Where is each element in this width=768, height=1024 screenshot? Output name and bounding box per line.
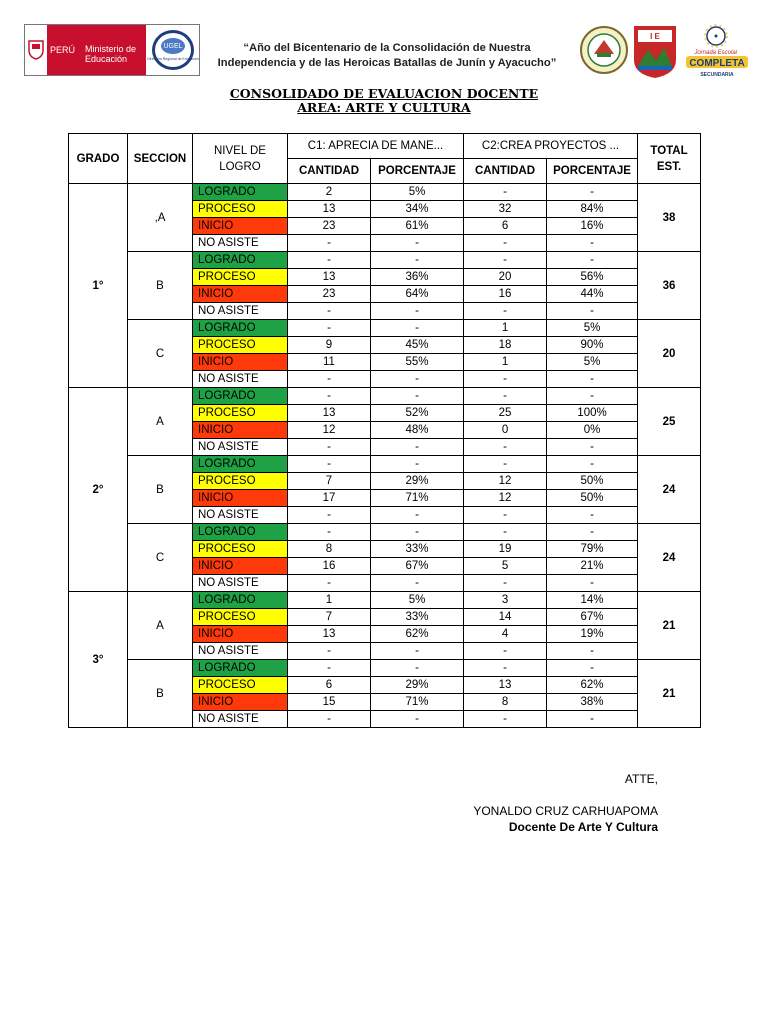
section-cell: B (128, 456, 193, 524)
grade-cell: 3° (69, 592, 128, 728)
level-cell: LOGRADO (193, 524, 288, 541)
c2-cant-cell: 16 (464, 286, 547, 303)
c2-pct-cell: - (547, 303, 638, 320)
c2-cant-cell: 12 (464, 490, 547, 507)
c1-pct-cell: - (371, 507, 464, 524)
level-cell: PROCESO (193, 677, 288, 694)
c1-pct-cell: - (371, 303, 464, 320)
c1-cant-cell: - (288, 320, 371, 337)
section-cell: C (128, 320, 193, 388)
c1-pct-cell: 45% (371, 337, 464, 354)
table-row (69, 592, 701, 609)
table-row (69, 456, 701, 473)
c2-pct-cell: 0% (547, 422, 638, 439)
section-cell: B (128, 660, 193, 728)
table-row (69, 320, 701, 337)
c2-pct-cell: 100% (547, 405, 638, 422)
c2-pct-cell: 62% (547, 677, 638, 694)
level-cell: NO ASISTE (193, 575, 288, 592)
c1-pct-cell: 29% (371, 473, 464, 490)
c1-cant-cell: - (288, 507, 371, 524)
closing-text: ATTE, (624, 772, 658, 786)
c2-pct-cell: 67% (547, 609, 638, 626)
c1-pct-cell: - (371, 456, 464, 473)
c1-cant-cell: 8 (288, 541, 371, 558)
level-cell: INICIO (193, 422, 288, 439)
c1-cant-cell: - (288, 643, 371, 660)
jec-top-label: Jornada Escolar (694, 50, 738, 56)
c1-cant-cell: 13 (288, 201, 371, 218)
table-row (69, 660, 701, 677)
c1-cant-cell: - (288, 575, 371, 592)
c1-pct-cell: 64% (371, 286, 464, 303)
c2-pct-cell: 5% (547, 320, 638, 337)
c2-cant-cell: - (464, 575, 547, 592)
c1-pct-cell: 33% (371, 541, 464, 558)
ministry-label: Ministerio de Educación (81, 25, 146, 75)
c2-pct-cell: - (547, 711, 638, 728)
c2-cant-cell: - (464, 456, 547, 473)
c1-cant-cell: - (288, 660, 371, 677)
c1-pct-cell: - (371, 711, 464, 728)
signer-name: YONALDO CRUZ CARHUAPOMA (473, 804, 658, 818)
c2-pct-cell: 90% (547, 337, 638, 354)
c2-pct-cell: 50% (547, 473, 638, 490)
total-cell: 24 (638, 456, 701, 524)
c2-pct-cell: 38% (547, 694, 638, 711)
c2-pct-cell: - (547, 524, 638, 541)
c1-cant-cell: - (288, 388, 371, 405)
c2-cant-cell: 3 (464, 592, 547, 609)
c2-cant-cell: - (464, 507, 547, 524)
level-cell: PROCESO (193, 337, 288, 354)
total-cell: 21 (638, 592, 701, 660)
c2-pct-cell: - (547, 575, 638, 592)
level-cell: LOGRADO (193, 660, 288, 677)
table-row (69, 184, 701, 201)
table-row (69, 388, 701, 405)
document-subtitle: AREA: ARTE Y CULTURA (297, 100, 471, 115)
signer-role: Docente De Arte Y Cultura (508, 820, 658, 834)
grade-cell: 2° (69, 388, 128, 592)
c1-pct-cell: - (371, 660, 464, 677)
c1-cant-cell: 2 (288, 184, 371, 201)
c1-pct-cell: - (371, 575, 464, 592)
c2-pct-cell: - (547, 235, 638, 252)
c2-cant-cell: 14 (464, 609, 547, 626)
header-c1-porcentaje: PORCENTAJE (371, 159, 464, 184)
level-cell: NO ASISTE (193, 507, 288, 524)
c2-pct-cell: 84% (547, 201, 638, 218)
level-cell: PROCESO (193, 405, 288, 422)
c1-cant-cell: 23 (288, 286, 371, 303)
c1-pct-cell: - (371, 643, 464, 660)
c2-pct-cell: - (547, 660, 638, 677)
c2-cant-cell: 1 (464, 320, 547, 337)
c2-cant-cell: 0 (464, 422, 547, 439)
level-cell: INICIO (193, 286, 288, 303)
section-cell: ,A (128, 184, 193, 252)
right-logos (578, 22, 748, 80)
peru-label: PERÚ (47, 25, 81, 75)
jec-main-label: COMPLETA (689, 58, 745, 69)
c1-cant-cell: 13 (288, 626, 371, 643)
c1-cant-cell: 13 (288, 269, 371, 286)
c1-pct-cell: - (371, 320, 464, 337)
c1-cant-cell: - (288, 371, 371, 388)
c2-cant-cell: - (464, 439, 547, 456)
c1-cant-cell: - (288, 303, 371, 320)
c2-cant-cell: - (464, 524, 547, 541)
level-cell: INICIO (193, 218, 288, 235)
c2-pct-cell: 79% (547, 541, 638, 558)
year-motto: “Año del Bicentenario de la Consolidación de Nuestra Independencia y de las Heroicas Batallas de Junín y Ayacucho” (217, 42, 557, 69)
c1-pct-cell: 29% (371, 677, 464, 694)
c2-pct-cell: - (547, 371, 638, 388)
c2-pct-cell: 16% (547, 218, 638, 235)
c2-pct-cell: - (547, 184, 638, 201)
header-c1-cantidad: CANTIDAD (288, 159, 371, 184)
c1-cant-cell: - (288, 456, 371, 473)
ugel-sub-label: Dirección Regional de Educación (146, 57, 199, 61)
c2-cant-cell: 13 (464, 677, 547, 694)
c2-pct-cell: - (547, 456, 638, 473)
c2-pct-cell: 5% (547, 354, 638, 371)
c1-pct-cell: - (371, 371, 464, 388)
c2-pct-cell: 44% (547, 286, 638, 303)
level-cell: LOGRADO (193, 456, 288, 473)
ministry-logo (24, 24, 200, 76)
c1-cant-cell: - (288, 235, 371, 252)
section-cell: B (128, 252, 193, 320)
ugel-logo (146, 25, 199, 75)
c2-cant-cell: - (464, 235, 547, 252)
c2-cant-cell: 6 (464, 218, 547, 235)
c2-cant-cell: 4 (464, 626, 547, 643)
c1-pct-cell: - (371, 524, 464, 541)
c2-cant-cell: - (464, 660, 547, 677)
c1-cant-cell: 17 (288, 490, 371, 507)
c2-pct-cell: 56% (547, 269, 638, 286)
c2-pct-cell: - (547, 643, 638, 660)
total-cell: 38 (638, 184, 701, 252)
c1-pct-cell: 52% (371, 405, 464, 422)
total-cell: 20 (638, 320, 701, 388)
c1-cant-cell: 7 (288, 609, 371, 626)
c1-pct-cell: 71% (371, 694, 464, 711)
level-cell: NO ASISTE (193, 235, 288, 252)
level-cell: NO ASISTE (193, 371, 288, 388)
c1-pct-cell: 67% (371, 558, 464, 575)
header-grado: GRADO (69, 134, 128, 184)
jec-logo-icon (686, 25, 748, 78)
c2-pct-cell: 19% (547, 626, 638, 643)
section-cell: C (128, 524, 193, 592)
c1-cant-cell: 23 (288, 218, 371, 235)
c2-cant-cell: 32 (464, 201, 547, 218)
level-cell: PROCESO (193, 473, 288, 490)
c2-cant-cell: 8 (464, 694, 547, 711)
total-cell: 36 (638, 252, 701, 320)
peru-shield-icon (25, 25, 47, 75)
level-cell: LOGRADO (193, 388, 288, 405)
c1-pct-cell: 71% (371, 490, 464, 507)
c2-cant-cell: 25 (464, 405, 547, 422)
school-seal-icon (581, 27, 627, 73)
level-cell: LOGRADO (193, 184, 288, 201)
header-nivel: NIVEL DE LOGRO (193, 134, 288, 184)
level-cell: PROCESO (193, 609, 288, 626)
level-cell: INICIO (193, 354, 288, 371)
c2-pct-cell: - (547, 388, 638, 405)
header-c1: C1: APRECIA DE MANE... (288, 134, 464, 159)
c1-pct-cell: 36% (371, 269, 464, 286)
section-cell: A (128, 388, 193, 456)
header-c2-cantidad: CANTIDAD (464, 159, 547, 184)
ugel-label: UGEL (162, 43, 183, 50)
c2-cant-cell: - (464, 303, 547, 320)
grade-cell: 1° (69, 184, 128, 388)
c2-cant-cell: 18 (464, 337, 547, 354)
c2-cant-cell: 19 (464, 541, 547, 558)
c1-cant-cell: 6 (288, 677, 371, 694)
c1-cant-cell: - (288, 252, 371, 269)
ie-crest-icon (634, 26, 676, 78)
c1-cant-cell: 15 (288, 694, 371, 711)
level-cell: NO ASISTE (193, 643, 288, 660)
ie-label: I E (650, 32, 660, 41)
header-seccion: SECCION (128, 134, 193, 184)
c1-cant-cell: 11 (288, 354, 371, 371)
c1-cant-cell: - (288, 711, 371, 728)
c2-cant-cell: - (464, 643, 547, 660)
c1-pct-cell: - (371, 252, 464, 269)
header-total: TOTAL EST. (638, 134, 701, 184)
c1-cant-cell: - (288, 524, 371, 541)
c1-pct-cell: - (371, 388, 464, 405)
c2-cant-cell: - (464, 252, 547, 269)
c1-cant-cell: 1 (288, 592, 371, 609)
c1-pct-cell: 61% (371, 218, 464, 235)
level-cell: INICIO (193, 694, 288, 711)
c2-cant-cell: - (464, 388, 547, 405)
c2-cant-cell: 20 (464, 269, 547, 286)
c1-cant-cell: 9 (288, 337, 371, 354)
level-cell: LOGRADO (193, 592, 288, 609)
total-cell: 21 (638, 660, 701, 728)
c2-pct-cell: 21% (547, 558, 638, 575)
c1-pct-cell: 55% (371, 354, 464, 371)
c2-cant-cell: 5 (464, 558, 547, 575)
level-cell: INICIO (193, 558, 288, 575)
c1-pct-cell: - (371, 439, 464, 456)
level-cell: PROCESO (193, 541, 288, 558)
level-cell: NO ASISTE (193, 439, 288, 456)
level-cell: INICIO (193, 490, 288, 507)
c2-cant-cell: - (464, 184, 547, 201)
header-c2-porcentaje: PORCENTAJE (547, 159, 638, 184)
c1-pct-cell: - (371, 235, 464, 252)
c2-cant-cell: 1 (464, 354, 547, 371)
c2-cant-cell: 12 (464, 473, 547, 490)
c1-cant-cell: 13 (288, 405, 371, 422)
total-cell: 25 (638, 388, 701, 456)
c1-cant-cell: 16 (288, 558, 371, 575)
level-cell: NO ASISTE (193, 303, 288, 320)
c1-pct-cell: 33% (371, 609, 464, 626)
c2-pct-cell: - (547, 439, 638, 456)
table-row (69, 524, 701, 541)
c1-pct-cell: 48% (371, 422, 464, 439)
table-row (69, 252, 701, 269)
c2-pct-cell: 50% (547, 490, 638, 507)
level-cell: PROCESO (193, 201, 288, 218)
c1-pct-cell: 62% (371, 626, 464, 643)
c2-pct-cell: - (547, 252, 638, 269)
level-cell: LOGRADO (193, 320, 288, 337)
total-cell: 24 (638, 524, 701, 592)
c1-pct-cell: 5% (371, 592, 464, 609)
c1-cant-cell: 7 (288, 473, 371, 490)
ugel-seal-icon (146, 28, 199, 72)
c1-pct-cell: 5% (371, 184, 464, 201)
jec-sub-label: SECUNDARIA (700, 72, 734, 78)
level-cell: INICIO (193, 626, 288, 643)
c2-cant-cell: - (464, 711, 547, 728)
c1-pct-cell: 34% (371, 201, 464, 218)
level-cell: LOGRADO (193, 252, 288, 269)
c2-cant-cell: - (464, 371, 547, 388)
level-cell: PROCESO (193, 269, 288, 286)
header-c2: C2:CREA PROYECTOS ... (464, 134, 638, 159)
section-cell: A (128, 592, 193, 660)
c1-cant-cell: - (288, 439, 371, 456)
document-title: CONSOLIDADO DE EVALUACION DOCENTE (229, 86, 539, 101)
evaluation-table (68, 133, 701, 728)
c2-pct-cell: 14% (547, 592, 638, 609)
c1-cant-cell: 12 (288, 422, 371, 439)
level-cell: NO ASISTE (193, 711, 288, 728)
c2-pct-cell: - (547, 507, 638, 524)
